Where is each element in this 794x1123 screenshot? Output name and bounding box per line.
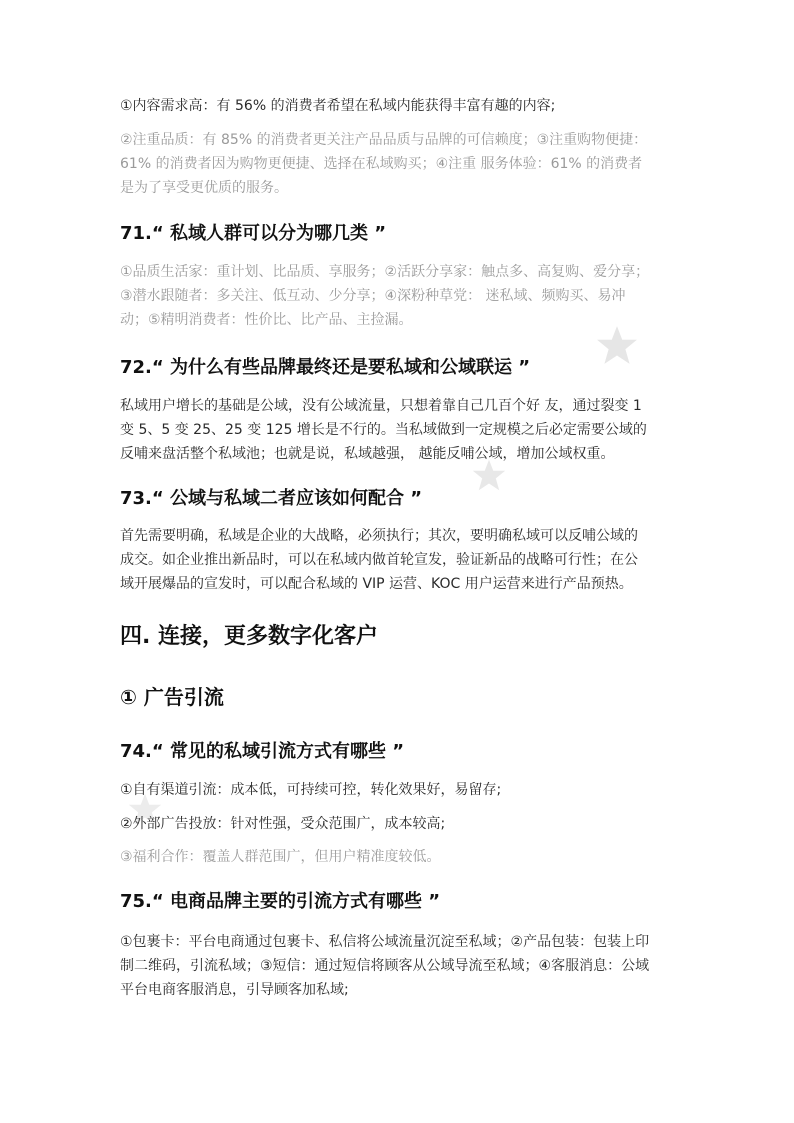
- paragraph-74-item-1: ①自有渠道引流：成本低，可持续可控，转化效果好，易留存;: [120, 782, 502, 798]
- paragraph-74-item-3: ③福利合作：覆盖人群范围广，但用户精准度较低。: [120, 849, 441, 865]
- question-71-heading: 71.“ 私域人群可以分为哪几类 ”: [120, 223, 387, 244]
- paragraph-73-answer: 首先需要明确，私域是企业的大战略，必须执行；其次，要明确私域可以反哺公域的成交。如企业推出新品时，可以在私域内做首轮宣发，验证新品的战略可行性；在公域开展爆品的宣发时，可以配合私域的 VIP 运营、KOC 用户运营来进行产品预热。: [120, 528, 638, 592]
- paragraph-quality-convenience: ②注重品质：有 85% 的消费者更关注产品品质与品牌的可信赖度；③注重购物便捷：61% 的消费者因为购物更便捷、选择在私域购买；④注重 服务体验：61% 的消费者是为了享受更优质的服务。: [120, 132, 648, 196]
- section-4-heading: 四. 连接，更多数字化客户: [120, 624, 379, 649]
- paragraph-71-answer: ①品质生活家：重计划、比品质、享服务；②活跃分享家：触点多、高复购、爱分享；③潜水跟随者：多关注、低互动、少分享；④深粉种草党： 迷私域、频购买、易冲动；⑤精明消费者：性价比、比产品、主捡漏。: [120, 264, 650, 328]
- question-75-heading: 75.“ 电商品牌主要的引流方式有哪些 ”: [120, 891, 441, 912]
- paragraph-content-demand: ①内容需求高：有 56% 的消费者希望在私域内能获得丰富有趣的内容;: [120, 98, 556, 114]
- paragraph-74-item-2: ②外部广告投放：针对性强，受众范围广，成本较高;: [120, 816, 446, 832]
- paragraph-72-answer: 私域用户增长的基础是公域，没有公域流量，只想着靠自己几百个好 友，通过裂变 1 变 5、5 变 25、25 变 125 增长是不行的。当私域做到一定规模之后必定需要公域的反哺来盘活整个私域池；也就是说，私域越强， 越能反哺公域，增加公域权重。: [120, 398, 647, 462]
- subsection-ad-traffic-heading: ① 广告引流: [120, 685, 224, 709]
- question-73-heading: 73.“ 公域与私域二者应该如何配合 ”: [120, 488, 423, 509]
- question-74-heading: 74.“ 常见的私域引流方式有哪些 ”: [120, 741, 405, 762]
- question-72-heading: 72.“ 为什么有些品牌最终还是要私域和公域联运 ”: [120, 357, 531, 378]
- paragraph-75-answer: ①包裹卡：平台电商通过包裹卡、私信将公域流量沉淀至私域；②产品包装：包装上印制二维码，引流私域；③短信：通过短信将顾客从公域导流至私域；④客服消息：公域平台电商客服消息，引导顾客加私域;: [120, 934, 650, 998]
